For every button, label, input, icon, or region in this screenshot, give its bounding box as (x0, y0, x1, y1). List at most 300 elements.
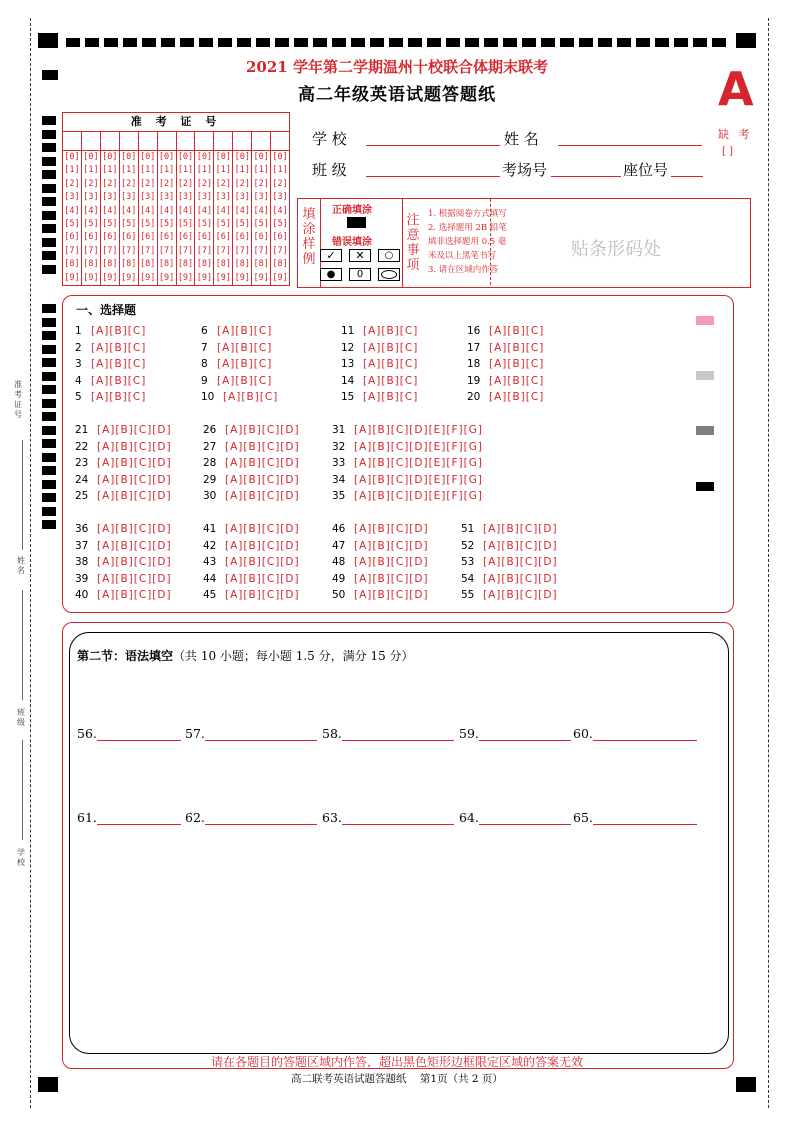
digit-bubble[interactable]: [6] (158, 232, 175, 243)
circle-mark-icon: ○ (378, 249, 400, 262)
digit-bubble[interactable]: [2] (177, 178, 194, 189)
blank-57[interactable]: 57. (185, 726, 317, 741)
question-5[interactable]: 5 [A][B][C] (75, 391, 147, 403)
question-28[interactable]: 28 [A][B][C][D] (203, 457, 300, 469)
digit-bubble[interactable]: [0] (177, 152, 194, 162)
seat-label: 座位号 (623, 161, 669, 179)
question-32[interactable]: 32 [A][B][C][D][E][F][G] (332, 440, 483, 453)
blank-60[interactable]: 60. (573, 726, 697, 741)
timing-mark (218, 38, 232, 47)
admission-cell[interactable] (233, 132, 252, 150)
timing-mark (42, 466, 56, 475)
digit-bubble[interactable]: [5] (102, 218, 118, 229)
admission-column[interactable] (177, 151, 196, 285)
digit-bubble[interactable]: [2] (234, 178, 250, 189)
digit-bubble[interactable]: [8] (196, 259, 213, 270)
timing-mark (674, 38, 688, 47)
question-3[interactable]: 3 [A][B][C] (75, 358, 147, 370)
digit-bubble[interactable]: [1] (83, 165, 99, 176)
answer-box (69, 632, 729, 1054)
timing-mark (541, 38, 555, 47)
digit-bubble[interactable]: [1] (196, 165, 213, 176)
digit-bubble[interactable]: [5] (83, 218, 99, 229)
digit-bubble[interactable]: [8] (83, 259, 99, 270)
question-18[interactable]: 18 [A][B][C] (467, 358, 545, 370)
digit-bubble[interactable]: [5] (139, 218, 156, 229)
class-field[interactable] (366, 160, 500, 177)
right-cut-line (768, 18, 769, 1108)
question-2[interactable]: 2 [A][B][C] (75, 341, 147, 354)
timing-mark (42, 304, 56, 313)
admission-column[interactable] (195, 151, 214, 285)
timing-mark (104, 38, 118, 47)
digit-bubble[interactable]: [5] (234, 218, 250, 229)
digit-bubble[interactable]: [3] (272, 192, 288, 203)
question-41[interactable]: 41 [A][B][C][D] (203, 523, 300, 535)
admission-column[interactable] (82, 151, 101, 285)
digit-bubble[interactable]: [8] (253, 259, 269, 270)
admission-write-cells[interactable] (63, 132, 289, 151)
blank-64[interactable]: 64. (459, 810, 571, 825)
question-7[interactable]: 7 [A][B][C] (201, 341, 273, 354)
question-27[interactable]: 27 [A][B][C][D] (203, 440, 300, 453)
digit-bubble[interactable]: [3] (64, 192, 80, 203)
digit-bubble[interactable]: [7] (253, 245, 269, 256)
question-21[interactable]: 21 [A][B][C][D] (75, 424, 172, 436)
digit-bubble[interactable]: [2] (83, 178, 99, 189)
dot-mark-icon: ● (320, 268, 342, 281)
side-label-school: 学 校 (17, 848, 25, 867)
timing-mark (42, 358, 56, 367)
digit-bubble[interactable]: [0] (234, 152, 250, 162)
digit-bubble[interactable]: [6] (121, 232, 137, 243)
timing-mark (636, 38, 650, 47)
question-15[interactable]: 15 [A][B][C] (341, 391, 419, 403)
digit-bubble[interactable]: [9] (177, 272, 194, 283)
digit-bubble[interactable]: [9] (196, 272, 213, 283)
digit-bubble[interactable]: [7] (102, 245, 118, 256)
digit-bubble[interactable]: [5] (215, 218, 232, 229)
question-4[interactable]: 4 [A][B][C] (75, 374, 147, 387)
digit-bubble[interactable]: [8] (121, 259, 137, 270)
digit-bubble[interactable]: [9] (158, 272, 175, 283)
timing-mark (42, 170, 56, 179)
digit-bubble[interactable]: [2] (139, 178, 156, 189)
digit-bubble[interactable]: [0] (196, 152, 213, 162)
admission-number-grid (62, 112, 290, 286)
question-37[interactable]: 37 [A][B][C][D] (75, 539, 172, 552)
timing-mark (427, 38, 441, 47)
digit-bubble[interactable]: [5] (64, 218, 80, 229)
timing-mark (237, 38, 251, 47)
question-48[interactable]: 48 [A][B][C][D] (332, 556, 429, 568)
question-24[interactable]: 24 [A][B][C][D] (75, 473, 172, 486)
digit-bubble[interactable]: [8] (272, 259, 288, 270)
question-29[interactable]: 29 [A][B][C][D] (203, 473, 300, 486)
question-22[interactable]: 22 [A][B][C][D] (75, 440, 172, 453)
digit-bubble[interactable]: [1] (253, 165, 269, 176)
digit-bubble[interactable]: [4] (253, 205, 269, 216)
admission-column[interactable] (101, 151, 120, 285)
question-53[interactable]: 53 [A][B][C][D] (461, 556, 558, 568)
blank-61[interactable]: 61. (77, 810, 181, 825)
question-45[interactable]: 45 [A][B][C][D] (203, 589, 300, 601)
digit-bubble[interactable]: [6] (272, 232, 288, 243)
notes-label: 注 意 事 项 (406, 213, 420, 273)
digit-bubble[interactable]: [6] (64, 232, 80, 243)
digit-bubble[interactable]: [4] (177, 205, 194, 216)
room-field[interactable] (551, 160, 621, 177)
section2-title: 第二节：语法填空 (77, 649, 174, 663)
timing-mark (142, 38, 156, 47)
timing-mark (522, 38, 536, 47)
digit-bubble[interactable]: [9] (102, 272, 118, 283)
school-field[interactable] (366, 129, 500, 146)
digit-bubble[interactable]: [0] (215, 152, 232, 162)
digit-bubble[interactable]: [7] (234, 245, 250, 256)
admission-column[interactable] (139, 151, 158, 285)
digit-bubble[interactable]: [6] (253, 232, 269, 243)
admission-column[interactable] (214, 151, 233, 285)
digit-bubble[interactable]: [2] (196, 178, 213, 189)
digit-bubble[interactable]: [9] (253, 272, 269, 283)
timing-mark (180, 38, 194, 47)
question-42[interactable]: 42 [A][B][C][D] (203, 539, 300, 552)
absent-checkbox[interactable]: [ ] (722, 146, 733, 157)
question-13[interactable]: 13 [A][B][C] (341, 358, 419, 370)
question-23[interactable]: 23 [A][B][C][D] (75, 457, 172, 469)
timing-mark (161, 38, 175, 47)
timing-mark (42, 426, 56, 435)
digit-bubble[interactable]: [1] (102, 165, 118, 176)
side-label-name: 姓 名 (17, 556, 25, 575)
digit-bubble[interactable]: [7] (158, 245, 175, 256)
timing-mark (389, 38, 403, 47)
digit-bubble[interactable]: [5] (196, 218, 213, 229)
timing-mark (42, 480, 56, 489)
timing-mark (42, 507, 56, 516)
timing-mark (42, 318, 56, 327)
admission-bubbles[interactable] (63, 151, 289, 285)
digit-bubble[interactable]: [0] (64, 152, 80, 162)
timing-mark (42, 116, 56, 125)
timing-mark (294, 38, 308, 47)
grammar-fill-section (62, 622, 734, 1069)
correct-fill-sample (347, 217, 366, 228)
timing-mark (712, 38, 726, 47)
question-43[interactable]: 43 [A][B][C][D] (203, 556, 300, 568)
notes-list: 1. 根据阅卷方式填写 2. 选择题用 2B 铅笔 填非选择题用 0.5 毫 米及以上黑笔书写 3. 请在区域内作答 (428, 209, 507, 275)
digit-bubble[interactable]: [1] (177, 165, 194, 176)
admission-cell[interactable] (252, 132, 271, 150)
admission-cell[interactable] (177, 132, 196, 150)
digit-bubble[interactable]: [3] (139, 192, 156, 203)
digit-bubble[interactable]: [5] (253, 218, 269, 229)
barcode-label: 贴条形码处 (571, 239, 661, 260)
question-47[interactable]: 47 [A][B][C][D] (332, 539, 429, 552)
digit-bubble[interactable]: [6] (102, 232, 118, 243)
blank-59[interactable]: 59. (459, 726, 571, 741)
digit-bubble[interactable]: [7] (64, 245, 80, 256)
version-letter: A (718, 62, 754, 116)
timing-mark (655, 38, 669, 47)
timing-mark (42, 211, 56, 220)
school-label: 学 校 (312, 130, 347, 148)
digit-bubble[interactable]: [4] (139, 205, 156, 216)
seat-field[interactable] (671, 160, 703, 177)
admission-column[interactable] (120, 151, 139, 285)
digit-bubble[interactable]: [7] (215, 245, 232, 256)
timing-mark (313, 38, 327, 47)
digit-bubble[interactable]: [5] (177, 218, 194, 229)
digit-bubble[interactable]: [7] (121, 245, 137, 256)
timing-mark (503, 38, 517, 47)
digit-bubble[interactable]: [4] (64, 205, 80, 216)
digit-bubble[interactable]: [0] (121, 152, 137, 162)
digit-bubble[interactable]: [1] (234, 165, 250, 176)
admission-column[interactable] (158, 151, 177, 285)
digit-bubble[interactable]: [3] (253, 192, 269, 203)
admission-cell[interactable] (158, 132, 177, 150)
sheet-title: 高二年级英语试题答题纸 (298, 85, 496, 105)
digit-bubble[interactable]: [0] (139, 152, 156, 162)
section2-subtitle: （共 10 小题；每小题 1.5 分，满分 15 分） (173, 649, 414, 663)
digit-bubble[interactable]: [1] (64, 165, 80, 176)
digit-bubble[interactable]: [1] (158, 165, 175, 176)
timing-mark (579, 38, 593, 47)
question-52[interactable]: 52 [A][B][C][D] (461, 539, 558, 552)
digit-bubble[interactable]: [6] (139, 232, 156, 243)
question-51[interactable]: 51 [A][B][C][D] (461, 523, 558, 535)
digit-bubble[interactable]: [7] (272, 245, 288, 256)
side-label-class: 班 级 (17, 708, 25, 727)
question-12[interactable]: 12 [A][B][C] (341, 341, 419, 354)
question-50[interactable]: 50 [A][B][C][D] (332, 589, 429, 601)
question-16[interactable]: 16 [A][B][C] (467, 325, 545, 337)
digit-bubble[interactable]: [3] (158, 192, 175, 203)
question-25[interactable]: 25 [A][B][C][D] (75, 490, 172, 502)
question-14[interactable]: 14 [A][B][C] (341, 374, 419, 387)
digit-bubble[interactable]: [6] (177, 232, 194, 243)
digit-bubble[interactable]: [8] (102, 259, 118, 270)
timing-mark (275, 38, 289, 47)
question-54[interactable]: 54 [A][B][C][D] (461, 572, 558, 585)
digit-bubble[interactable]: [8] (139, 259, 156, 270)
timing-mark (42, 143, 56, 152)
digit-bubble[interactable]: [3] (196, 192, 213, 203)
name-field[interactable] (558, 129, 702, 146)
blank-58[interactable]: 58. (322, 726, 454, 741)
admission-cell[interactable] (139, 132, 158, 150)
question-49[interactable]: 49 [A][B][C][D] (332, 572, 429, 585)
multiple-choice-section (62, 295, 734, 613)
black-swatch (696, 482, 714, 491)
question-55[interactable]: 55 [A][B][C][D] (461, 589, 558, 601)
exam-title: 2021 学年第二学期温州十校联合体期末联考 (246, 58, 548, 76)
fill-sample-box (297, 198, 751, 288)
timing-mark (42, 372, 56, 381)
admission-cell[interactable] (214, 132, 233, 150)
digit-bubble[interactable]: [5] (272, 218, 288, 229)
timing-mark (598, 38, 612, 47)
question-9[interactable]: 9 [A][B][C] (201, 374, 273, 387)
digit-bubble[interactable]: [6] (83, 232, 99, 243)
digit-bubble[interactable]: [9] (139, 272, 156, 283)
question-26[interactable]: 26 [A][B][C][D] (203, 424, 300, 436)
question-17[interactable]: 17 [A][B][C] (467, 341, 545, 354)
digit-bubble[interactable]: [2] (253, 178, 269, 189)
digit-bubble[interactable]: [1] (121, 165, 137, 176)
timing-mark (42, 520, 56, 529)
question-8[interactable]: 8 [A][B][C] (201, 358, 273, 370)
absent-label: 缺 考 (718, 128, 753, 141)
oval-mark-icon: 0 (349, 268, 371, 281)
digit-bubble[interactable]: [7] (177, 245, 194, 256)
question-46[interactable]: 46 [A][B][C][D] (332, 523, 429, 535)
digit-bubble[interactable]: [2] (158, 178, 175, 189)
digit-bubble[interactable]: [6] (234, 232, 250, 243)
digit-bubble[interactable]: [6] (215, 232, 232, 243)
admission-cell[interactable] (63, 132, 82, 150)
digit-bubble[interactable]: [8] (215, 259, 232, 270)
question-35[interactable]: 35 [A][B][C][D][E][F][G] (332, 490, 483, 502)
digit-bubble[interactable]: [1] (215, 165, 232, 176)
timing-mark (693, 38, 707, 47)
digit-bubble[interactable]: [4] (83, 205, 99, 216)
light-gray-swatch (696, 371, 714, 380)
blank-63[interactable]: 63. (322, 810, 454, 825)
blank-65[interactable]: 65. (573, 810, 697, 825)
name-label: 姓 名 (504, 130, 539, 148)
digit-bubble[interactable]: [2] (64, 178, 80, 189)
digit-bubble[interactable]: [0] (253, 152, 269, 162)
digit-bubble[interactable]: [3] (234, 192, 250, 203)
digit-bubble[interactable]: [7] (139, 245, 156, 256)
digit-bubble[interactable]: [2] (215, 178, 232, 189)
digit-bubble[interactable]: [9] (121, 272, 137, 283)
question-20[interactable]: 20 [A][B][C] (467, 391, 545, 403)
barcode-area (490, 199, 749, 285)
digit-bubble[interactable]: [0] (83, 152, 99, 162)
digit-bubble[interactable]: [0] (158, 152, 175, 162)
question-1[interactable]: 1 [A][B][C] (75, 325, 147, 337)
digit-bubble[interactable]: [3] (177, 192, 194, 203)
digit-bubble[interactable]: [4] (272, 205, 288, 216)
timing-mark (85, 38, 99, 47)
timing-mark (42, 130, 56, 139)
digit-bubble[interactable]: [2] (272, 178, 288, 189)
digit-bubble[interactable]: [8] (234, 259, 250, 270)
timing-mark (42, 412, 56, 421)
question-30[interactable]: 30 [A][B][C][D] (203, 490, 300, 502)
fill-sample-side-label: 填 涂 样 例 (302, 207, 316, 267)
digit-bubble[interactable]: [4] (121, 205, 137, 216)
timing-mark (617, 38, 631, 47)
timing-mark (42, 345, 56, 354)
timing-mark (42, 439, 56, 448)
digit-bubble[interactable]: [6] (196, 232, 213, 243)
question-19[interactable]: 19 [A][B][C] (467, 374, 545, 387)
digit-bubble[interactable]: [2] (102, 178, 118, 189)
digit-bubble[interactable]: [9] (272, 272, 288, 283)
question-31[interactable]: 31 [A][B][C][D][E][F][G] (332, 424, 483, 436)
timing-mark (370, 38, 384, 47)
admission-cell[interactable] (195, 132, 214, 150)
digit-bubble[interactable]: [3] (215, 192, 232, 203)
question-11[interactable]: 11 [A][B][C] (341, 325, 419, 337)
digit-bubble[interactable]: [9] (83, 272, 99, 283)
question-6[interactable]: 6 [A][B][C] (201, 325, 273, 337)
admission-cell[interactable] (120, 132, 139, 150)
digit-bubble[interactable]: [3] (102, 192, 118, 203)
digit-bubble[interactable]: [0] (102, 152, 118, 162)
admission-column[interactable] (63, 151, 82, 285)
digit-bubble[interactable]: [8] (158, 259, 175, 270)
digit-bubble[interactable]: [3] (121, 192, 137, 203)
digit-bubble[interactable]: [8] (177, 259, 194, 270)
question-39[interactable]: 39 [A][B][C][D] (75, 572, 172, 585)
admission-column[interactable] (271, 151, 289, 285)
question-34[interactable]: 34 [A][B][C][D][E][F][G] (332, 473, 483, 486)
question-40[interactable]: 40 [A][B][C][D] (75, 589, 172, 601)
question-38[interactable]: 38 [A][B][C][D] (75, 556, 172, 568)
timing-mark (42, 157, 56, 166)
blank-62[interactable]: 62. (185, 810, 317, 825)
admission-cell[interactable] (82, 132, 101, 150)
admission-column[interactable] (233, 151, 252, 285)
question-44[interactable]: 44 [A][B][C][D] (203, 572, 300, 585)
timing-mark (560, 38, 574, 47)
timing-mark (42, 399, 56, 408)
timing-mark (42, 238, 56, 247)
admission-cell[interactable] (101, 132, 120, 150)
digit-bubble[interactable]: [4] (158, 205, 175, 216)
digit-bubble[interactable]: [4] (215, 205, 232, 216)
digit-bubble[interactable]: [9] (64, 272, 80, 283)
digit-bubble[interactable]: [9] (215, 272, 232, 283)
digit-bubble[interactable]: [7] (196, 245, 213, 256)
wrong-fill-label: 错误填涂 (332, 237, 372, 248)
digit-bubble[interactable]: [1] (139, 165, 156, 176)
digit-bubble[interactable]: [3] (83, 192, 99, 203)
admission-column[interactable] (252, 151, 271, 285)
digit-bubble[interactable]: [4] (196, 205, 213, 216)
digit-bubble[interactable]: [5] (121, 218, 137, 229)
corner-mark (38, 33, 58, 48)
cross-mark-icon: ✕ (349, 249, 371, 262)
digit-bubble[interactable]: [7] (83, 245, 99, 256)
digit-bubble[interactable]: [9] (234, 272, 250, 283)
question-10[interactable]: 10 [A][B][C] (201, 391, 279, 403)
digit-bubble[interactable]: [8] (64, 259, 80, 270)
timing-mark (42, 184, 56, 193)
digit-bubble[interactable]: [0] (272, 152, 288, 162)
digit-bubble[interactable]: [4] (102, 205, 118, 216)
question-36[interactable]: 36 [A][B][C][D] (75, 523, 172, 535)
admission-cell[interactable] (271, 132, 289, 150)
blank-56[interactable]: 56. (77, 726, 181, 741)
question-33[interactable]: 33 [A][B][C][D][E][F][G] (332, 457, 483, 469)
timing-mark (332, 38, 346, 47)
cut-line (30, 18, 31, 1108)
digit-bubble[interactable]: [5] (158, 218, 175, 229)
digit-bubble[interactable]: [4] (234, 205, 250, 216)
class-label: 班 级 (312, 161, 347, 179)
digit-bubble[interactable]: [1] (272, 165, 288, 176)
digit-bubble[interactable]: [2] (121, 178, 137, 189)
ellipse-mark-icon (378, 268, 400, 281)
timing-mark (256, 38, 270, 47)
